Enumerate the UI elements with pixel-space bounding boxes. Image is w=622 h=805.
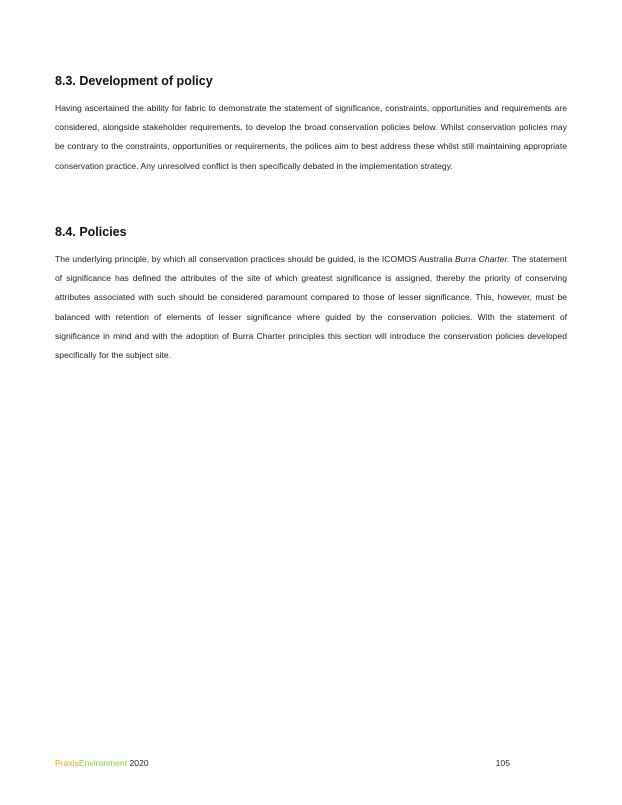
- footer-year: 2020: [127, 758, 149, 768]
- brand-praxis-text: Praxis: [55, 758, 79, 768]
- section-heading: 8.4. Policies: [55, 225, 127, 239]
- section-development-of-policy: [55, 73, 567, 176]
- section-paragraph: Having ascertained the ability for fabric to demonstrate the statement of significance, constraints, opportunities and requirements are considered, alongside stakeholder requirements, to develop the broad conservation policies below. Whilst conservation policies may be contrary to the constraints, opportunities or requirements, the polices aim to best address these whilst still maintaining appropriate conservation practice. Any unresolved conflict is then specifically debated in the implementation strategy.: [55, 103, 567, 171]
- brand-environment-text: Environment: [78, 758, 128, 768]
- paragraph-text-end: The statement of significance has defined the attributes of the site of which greatest significance is assigned, thereby the priority of conserving attributes associated with such should be considered paramount compared to those of lesser significance. This, however, must be balanced with retention of elements of lesser significance where guided by the conservation policies. With the statement of significance in mind and with the adoption of Burra Charter principles this section will introduce the conservation policies developed specifically for the subject site.: [55, 254, 567, 361]
- section-heading: 8.3. Development of policy: [55, 74, 213, 88]
- footer-brand: [55, 758, 149, 768]
- section-paragraph: [55, 250, 567, 365]
- page-footer: [55, 756, 510, 770]
- section-policies: [55, 224, 567, 365]
- paragraph-text-start: The underlying principle, by which all conservation practices should be guided, is the ICOMOS Australia: [55, 254, 455, 264]
- page-number: 105: [495, 758, 510, 768]
- burra-charter-emphasis: Burra Charter.: [454, 254, 510, 264]
